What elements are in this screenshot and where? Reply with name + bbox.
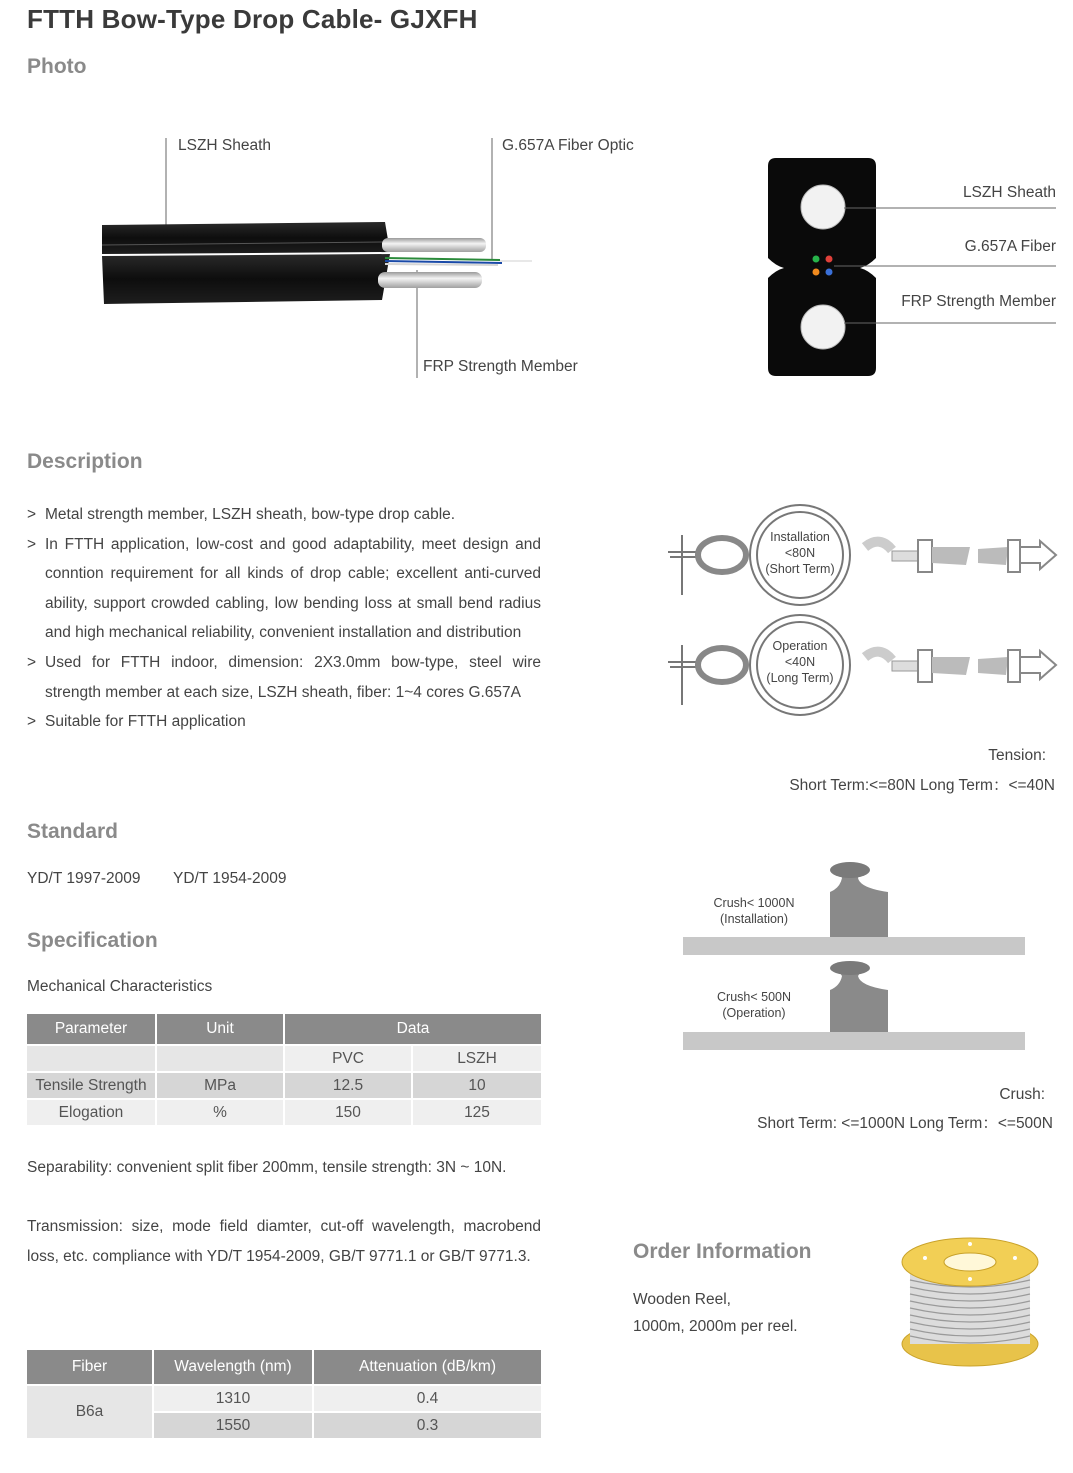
tension-caption-title: Tension: (988, 747, 1046, 764)
table-cell: 150 (284, 1099, 412, 1125)
crush-diagram (680, 860, 1030, 1055)
tension-label: <80N (784, 546, 816, 560)
crush-label: Crush< 1000N (713, 896, 795, 910)
table-cell: LSZH (412, 1045, 541, 1072)
tension-circle-installation (754, 529, 846, 577)
table-cell: MPa (156, 1072, 284, 1099)
order-line: Wooden Reel, (633, 1291, 731, 1308)
table-header: Parameter (27, 1014, 156, 1045)
table-header: Attenuation (dB/km) (313, 1350, 541, 1385)
crush-label: (Operation) (722, 1006, 786, 1020)
cross-label-frp: FRP Strength Member (901, 293, 1056, 310)
transmission-text: Transmission: size, mode field diamter, cut-off wavelength, macrobend loss, etc. compliance with YD/T 1954-2009, GB/T 9771.1 or GB/T 9771.3. (27, 1218, 541, 1265)
description-list (27, 500, 541, 737)
description-item: > In FTTH application, low-cost and good adaptability, meet design and conntion requirement for all kinds of drop cable; excellent anti-curved ability, support crowded cabling, low bending loss at small bend radius and high mechanical reliability, convenient installation and distribution (27, 530, 541, 648)
tension-label: Installation (770, 530, 830, 544)
table-cell: PVC (284, 1045, 412, 1072)
page-title: FTTH Bow-Type Drop Cable- GJXFH (27, 4, 478, 34)
cable-photo (90, 130, 650, 390)
fiber-table (27, 1350, 541, 1438)
cross-label-lszh-sheath: LSZH Sheath (962, 184, 1056, 201)
table-row (27, 1099, 541, 1125)
label-fiber-optic: G.657A Fiber Optic (502, 137, 634, 154)
tension-diagram (660, 495, 1070, 725)
tension-row-operation (668, 615, 1056, 715)
table-cell: % (156, 1099, 284, 1125)
crush-label: (Installation) (719, 912, 789, 926)
table-cell: 125 (412, 1099, 541, 1125)
tension-label: Operation (772, 639, 828, 653)
table-cell: 10 (412, 1072, 541, 1099)
description-item: > Used for FTTH indoor, dimension: 2X3.0mm bow-type, steel wire strength member at each size, LSZH sheath, fiber: 1~4 cores G.657A (27, 648, 541, 707)
table-cell: 1550 (153, 1412, 313, 1438)
table-row (27, 1385, 541, 1412)
tension-caption-values: Short Term:<=80N Long Term：<=40N (789, 777, 1055, 794)
specification-subheading: Mechanical Characteristics (27, 978, 213, 995)
tension-label: (Long Term) (766, 671, 834, 685)
table-header: Fiber (27, 1350, 153, 1385)
crush-caption-title: Crush: (999, 1086, 1045, 1103)
table-header: Wavelength (nm) (153, 1350, 313, 1385)
mechanical-table (27, 1014, 541, 1125)
order-line: 1000m, 2000m per reel. (633, 1318, 798, 1335)
crush-label: Crush< 500N (717, 990, 791, 1004)
crush-label-installation (698, 895, 810, 927)
table-cell: Tensile Strength (27, 1072, 156, 1099)
table-header: Data (284, 1014, 541, 1045)
order-heading: Order Information (633, 1240, 812, 1263)
crush-label-operation (698, 989, 810, 1021)
tension-circle-operation (754, 638, 846, 686)
table-cell: 1310 (153, 1385, 313, 1412)
specification-heading: Specification (27, 929, 158, 952)
table-cell: Elogation (27, 1099, 156, 1125)
table-header: Unit (156, 1014, 284, 1045)
standard-value: YD/T 1997-2009 (27, 870, 141, 887)
label-frp-strength-member: FRP Strength Member (423, 358, 578, 375)
label-lszh-sheath: LSZH Sheath (178, 137, 272, 154)
separability-text: Separability: convenient split fiber 200mm, tensile strength: 3N ~ 10N. (27, 1159, 507, 1176)
table-row (27, 1045, 541, 1072)
standard-value: YD/T 1954-2009 (173, 870, 287, 887)
table-row (27, 1072, 541, 1099)
photo-heading: Photo (27, 55, 87, 78)
description-heading: Description (27, 450, 143, 473)
tension-label: (Short Term) (765, 562, 835, 576)
tension-label: <40N (784, 655, 816, 669)
description-item: > Metal strength member, LSZH sheath, bow-type drop cable. (27, 500, 541, 530)
cross-label-fiber: G.657A Fiber (964, 238, 1056, 255)
crush-caption-values: Short Term: <=1000N Long Term：<=500N (757, 1115, 1053, 1132)
standard-heading: Standard (27, 820, 119, 843)
wooden-reel-illustration (895, 1232, 1045, 1372)
table-cell: 0.4 (313, 1385, 541, 1412)
tension-row-installation (668, 505, 1056, 605)
table-cell: 0.3 (313, 1412, 541, 1438)
description-item: > Suitable for FTTH application (27, 707, 541, 737)
table-cell: B6a (27, 1385, 153, 1438)
table-cell: 12.5 (284, 1072, 412, 1099)
